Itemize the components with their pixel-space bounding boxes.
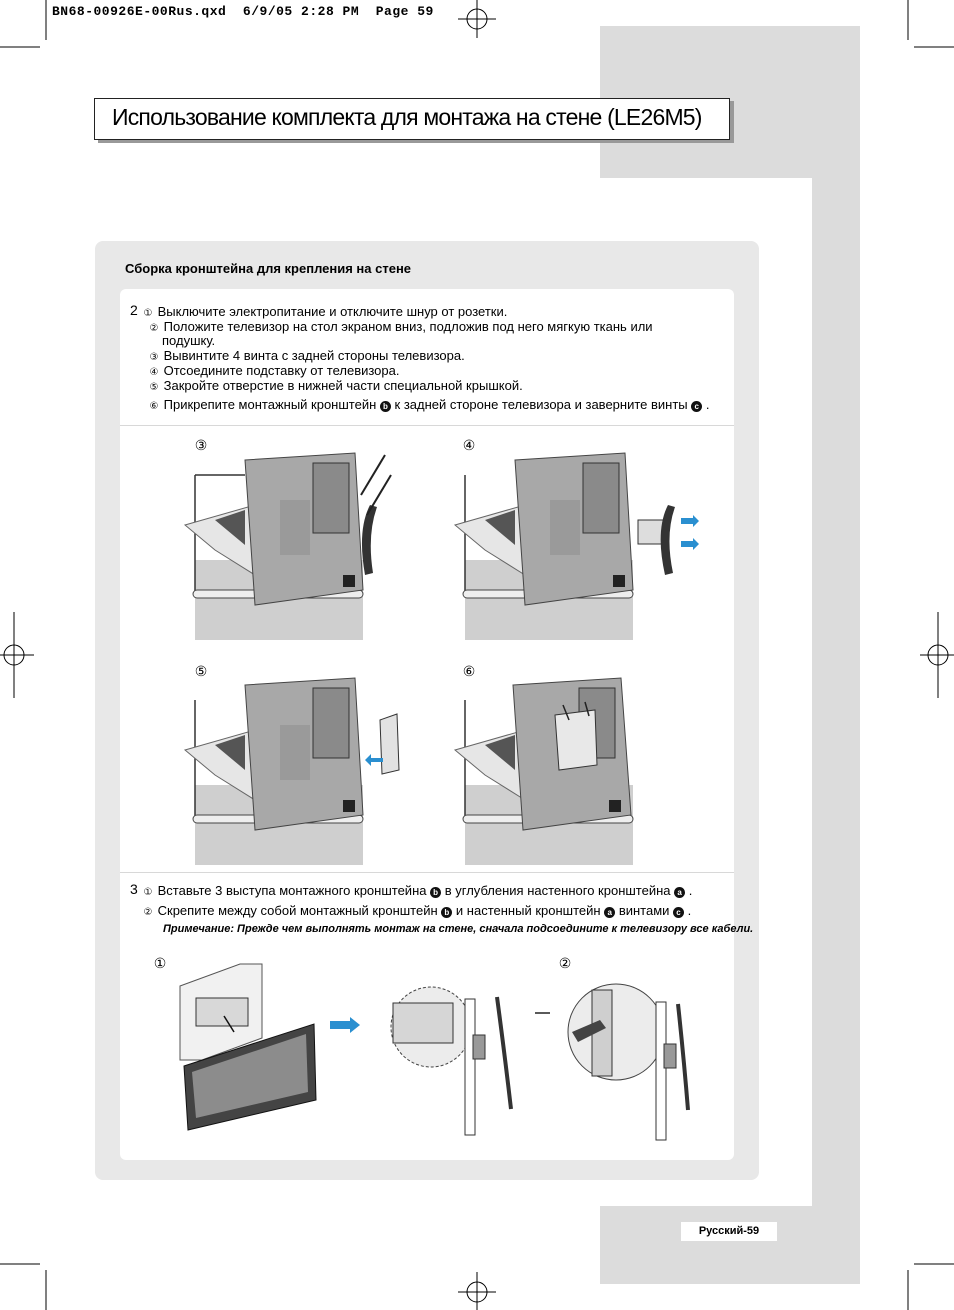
step2-text: к задней стороне телевизора и заверните винты [394,397,688,412]
step2-marker: ② [149,323,159,334]
decor-band-bottom [600,1206,860,1284]
page-number: Русский-59 [681,1222,777,1241]
step2-marker: ⑥ [149,401,159,412]
step2-text: Прикрепите монтажный кронштейн [163,397,377,412]
step3-marker: ② [143,907,153,918]
step2-number: 2 [130,302,138,318]
separator [120,425,734,426]
step2-text: . [705,397,710,412]
figure-label-4: ④ [462,438,476,454]
step2-item-1 [142,304,507,319]
figure-remove-screws [185,445,405,645]
step2-text: Отсоедините подставку от телевизора. [163,363,400,378]
note: Примечание: Прежде чем выполнять монтаж на стене, сначала подсоедините к телевизору все кабели. [163,923,754,935]
figure-bracket-detail [375,987,535,1137]
step2-item-3 [148,348,465,363]
figure-label-5: ⑤ [194,664,208,680]
figure-label-step3-1: ① [153,956,167,972]
badge-b: b [430,887,441,898]
step2-marker: ⑤ [149,382,159,393]
step2-text: Положите телевизор на стол экраном вниз, подложив под него мягкую ткань или [163,319,653,334]
figure-attach-bracket [455,670,675,870]
step2-marker: ④ [149,367,159,378]
badge-b: b [441,907,452,918]
step2-item-5 [148,378,523,393]
badge-a: a [604,907,615,918]
figure-label-6: ⑥ [462,664,476,680]
step2-marker: ① [143,308,153,319]
badge-c: c [673,907,684,918]
step2-text: Закройте отверстие в нижней части специальной крышкой. [163,378,523,393]
step2-text: Вывинтите 4 винта с задней стороны телевизора. [163,348,465,363]
badge-b: b [380,401,391,412]
section-title: Сборка кронштейна для крепления на стене [125,261,412,276]
step3-item-2 [142,903,691,918]
step2-item-2 [148,319,653,334]
step3-text: и настенный кронштейн [455,903,601,918]
step3-text: Вставьте 3 выступа монтажного кронштейна [157,883,427,898]
step3-text: . [688,883,693,898]
step2-item-2-cont [162,333,215,348]
separator [120,872,734,873]
step3-marker: ① [143,887,153,898]
step3-number: 3 [130,881,138,897]
step3-text: . [687,903,692,918]
badge-c: c [691,401,702,412]
figure-mount-tv-on-wall [176,960,336,1140]
file-header: BN68-00926E-00Rus.qxd 6/9/05 2:28 PM Page 59 [52,4,434,19]
step2-marker: ③ [149,352,159,363]
decor-band-side [812,178,860,1206]
step2-item-6 [148,397,710,412]
page-title: Использование комплекта для монтажа на стене (LE26M5) [112,104,702,130]
figure-cover-hole [185,670,405,870]
step3-text: в углубления настенного кронштейна [444,883,671,898]
step2-text: Выключите электропитание и отключите шнур от розетки. [157,304,508,319]
figure-fasten-screw [560,980,700,1140]
step3-text: Скрепите между собой монтажный кронштейн [157,903,438,918]
step2-item-4 [148,363,399,378]
figure-label-3: ③ [194,438,208,454]
step3-item-1 [142,883,692,898]
figure-detach-stand [455,445,705,645]
badge-a: a [674,887,685,898]
step3-text: винтами [618,903,670,918]
arrow-right-icon [330,1017,362,1033]
step2-text: подушку. [162,333,216,348]
figure-label-step3-2: ② [558,956,572,972]
